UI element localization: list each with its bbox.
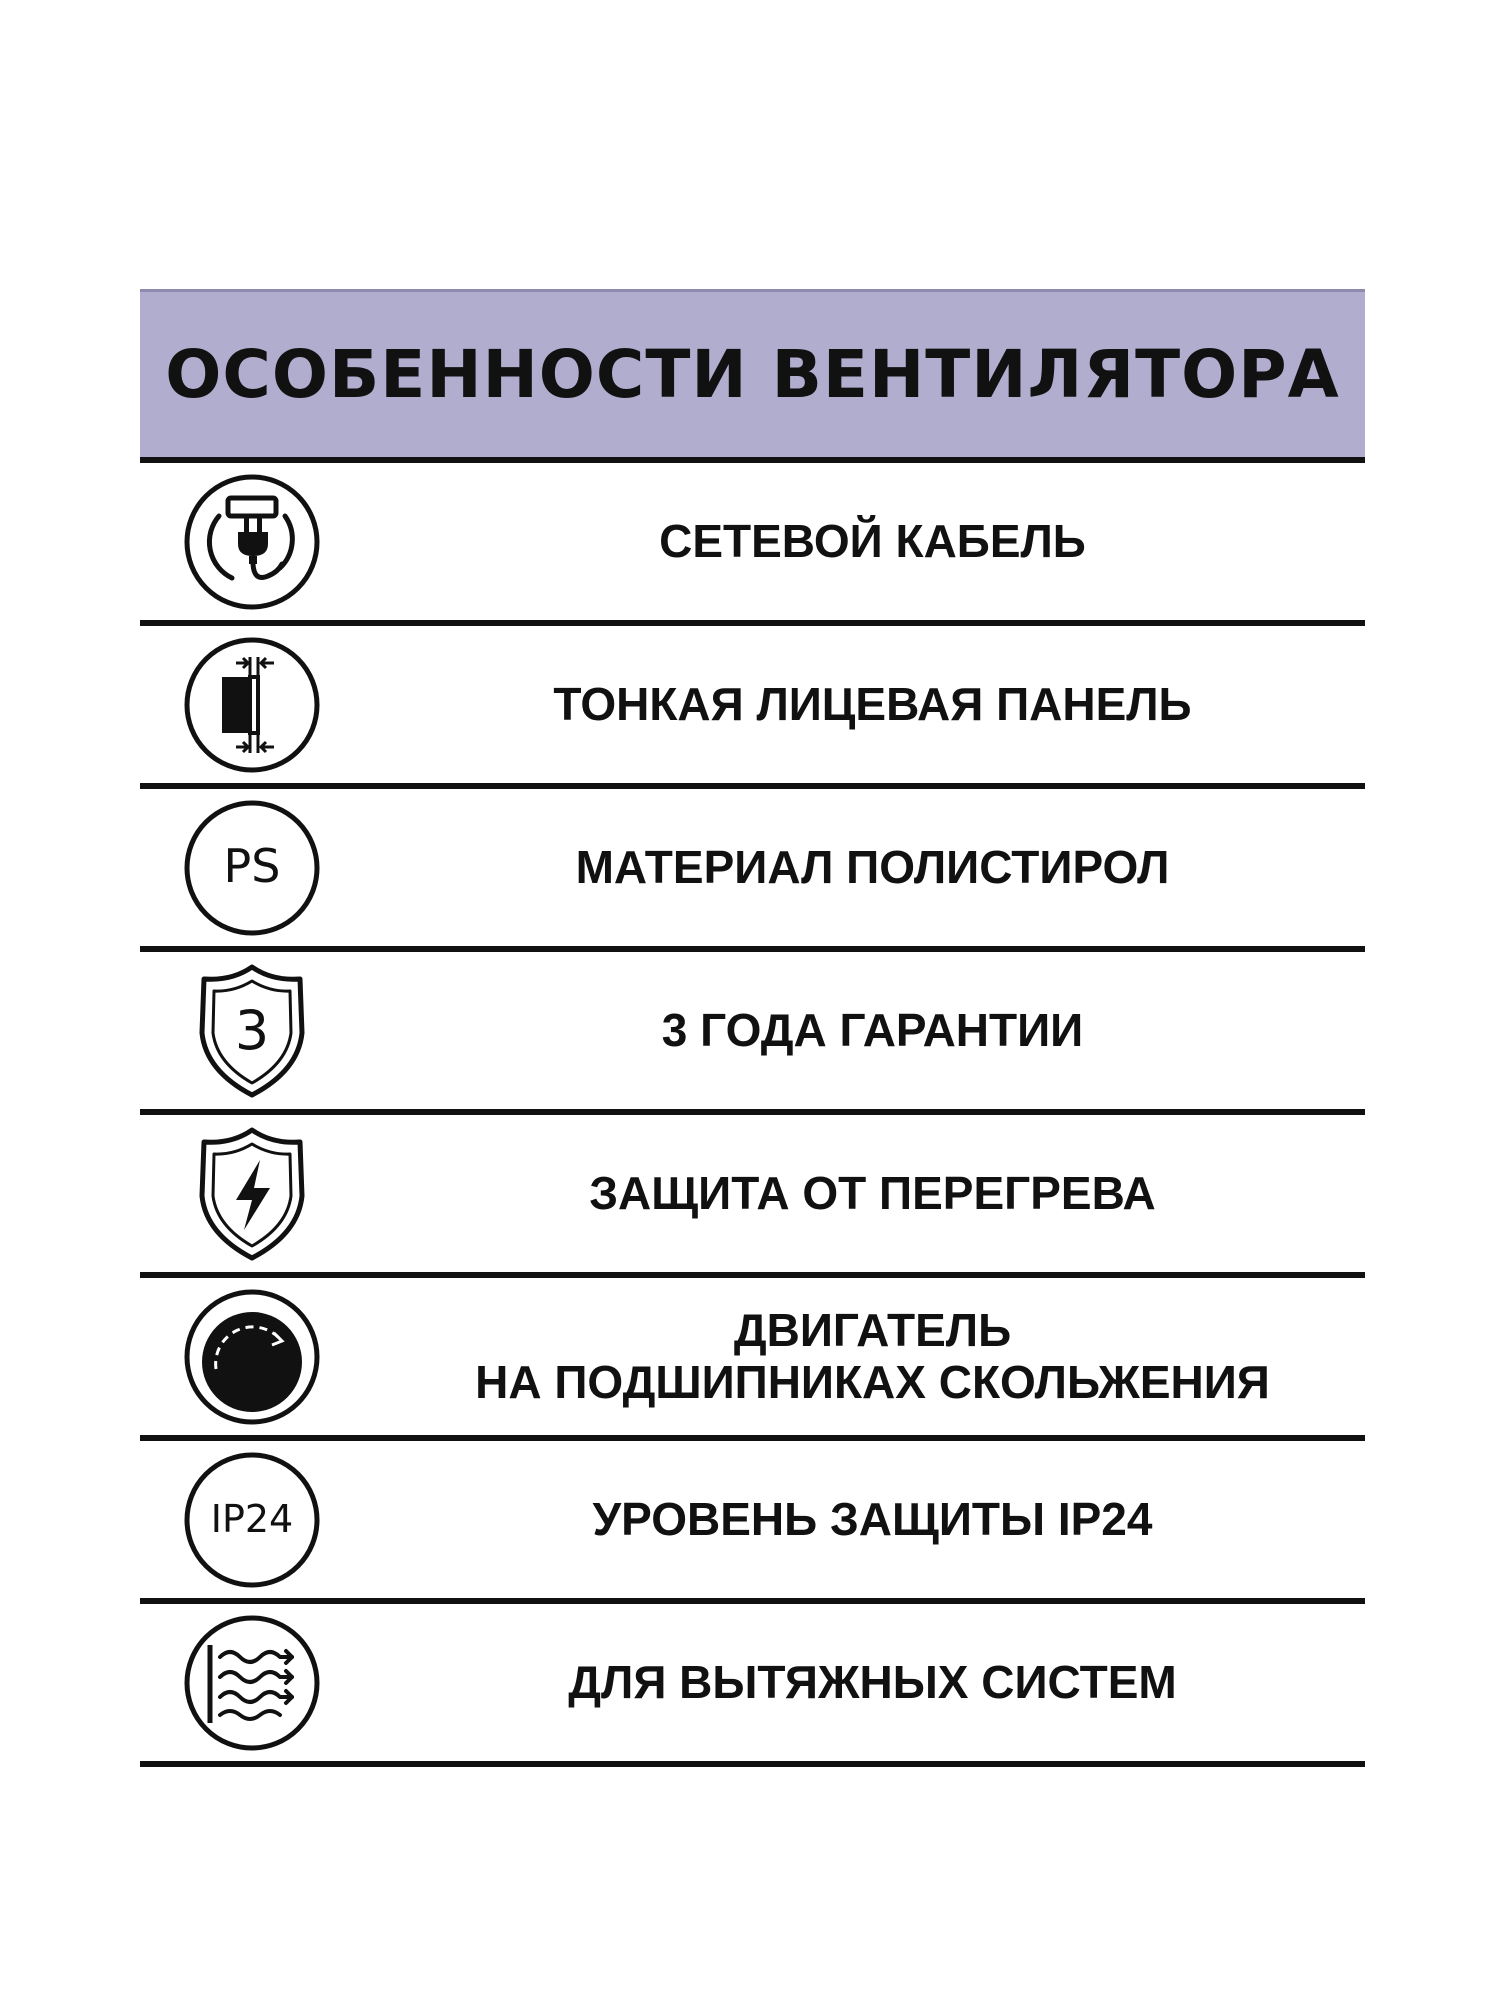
- feature-label-line: МАТЕРИАЛ ПОЛИСТИРОЛ: [575, 840, 1170, 893]
- features-header: [140, 289, 1365, 463]
- feature-label: [380, 626, 1365, 783]
- feature-label: [380, 1441, 1365, 1598]
- feature-row: [140, 1115, 1365, 1278]
- feature-row: [140, 1604, 1365, 1767]
- feature-label-line: УРОВЕНЬ ЗАЩИТЫ IP24: [592, 1492, 1153, 1545]
- thin-panel-icon: [182, 635, 322, 775]
- exhaust-airflow-icon: [182, 1613, 322, 1753]
- feature-label: [380, 1278, 1365, 1435]
- feature-row: [140, 952, 1365, 1115]
- feature-label-line: НА ПОДШИПНИКАХ СКОЛЬЖЕНИЯ: [475, 1355, 1270, 1408]
- feature-label: [380, 1604, 1365, 1761]
- feature-label-line: 3 ГОДА ГАРАНТИИ: [661, 1003, 1084, 1056]
- feature-label-line: ТОНКАЯ ЛИЦЕВАЯ ПАНЕЛЬ: [553, 677, 1192, 730]
- feature-row: [140, 1278, 1365, 1441]
- ps-material-icon: [182, 798, 322, 938]
- warranty-icon-text: 3: [234, 998, 270, 1062]
- page-title: ОСОБЕННОСТИ ВЕНТИЛЯТОРА: [165, 336, 1340, 413]
- ip24-icon-text: IP24: [210, 1496, 294, 1541]
- feature-label-line: ЗАЩИТА ОТ ПЕРЕГРЕВА: [589, 1166, 1156, 1219]
- feature-label: [380, 1115, 1365, 1272]
- feature-row: [140, 626, 1365, 789]
- feature-label: [380, 789, 1365, 946]
- power-cable-icon: [182, 472, 322, 612]
- features-table: [140, 289, 1365, 1767]
- motor-bearing-icon: [182, 1287, 322, 1427]
- ps-icon-text: PS: [223, 838, 281, 893]
- feature-row: [140, 1441, 1365, 1604]
- feature-row: [140, 463, 1365, 626]
- feature-label: [380, 952, 1365, 1109]
- feature-label-line: СЕТЕВОЙ КАБЕЛЬ: [659, 514, 1086, 567]
- feature-label-line: ДВИГАТЕЛЬ: [733, 1303, 1012, 1356]
- ip24-icon: [182, 1450, 322, 1590]
- feature-label: [380, 463, 1365, 620]
- feature-row: [140, 789, 1365, 952]
- feature-label-line: ДЛЯ ВЫТЯЖНЫХ СИСТЕМ: [568, 1655, 1177, 1708]
- overheat-shield-icon: [182, 1124, 322, 1264]
- warranty-shield-icon: [182, 961, 322, 1101]
